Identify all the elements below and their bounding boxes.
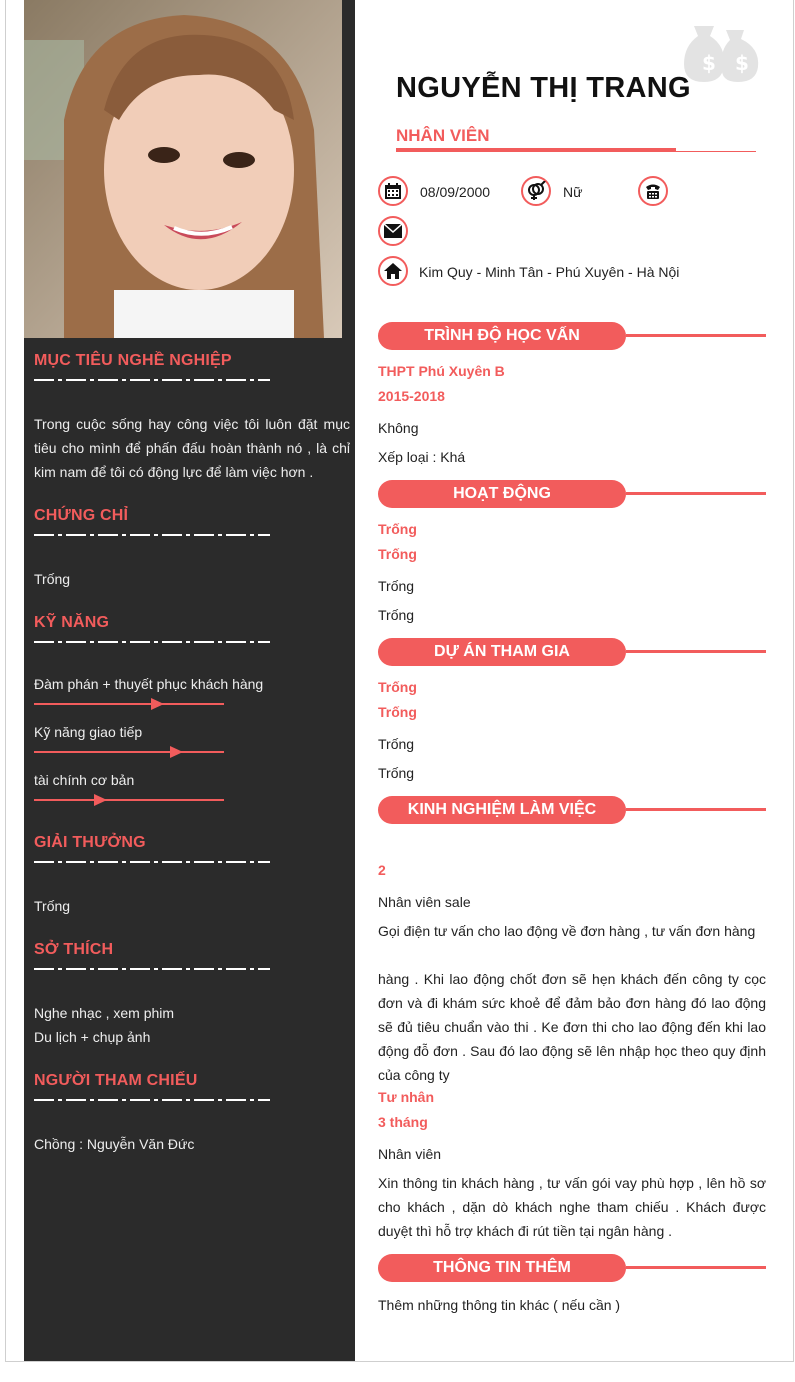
position-rule-thin <box>676 151 756 152</box>
activities-period: Trống <box>378 546 417 562</box>
skills-section <box>34 614 350 806</box>
hobbies-line: Nghe nhạc , xem phim <box>34 1005 175 1021</box>
extra-rule <box>626 1266 766 1269</box>
references-text: Chồng : Nguyễn Văn Đức <box>34 1136 195 1152</box>
extra-title: THÔNG TIN THÊM <box>378 1254 626 1282</box>
references-rule <box>34 1097 270 1103</box>
hobbies-rule <box>34 966 270 972</box>
certificates-title: CHỨNG CHỈ <box>34 507 129 524</box>
email-icon <box>378 216 408 246</box>
objective-section <box>34 352 350 484</box>
gender-text: Nữ <box>563 184 583 200</box>
address-text: Kim Quy - Minh Tân - Phú Xuyên - Hà Nội <box>419 264 680 280</box>
skills-title: KỸ NĂNG <box>34 614 110 631</box>
activities-title: HOẠT ĐỘNG <box>378 480 626 508</box>
svg-text:$: $ <box>702 51 716 75</box>
phone-icon <box>638 176 668 206</box>
objective-text: Trong cuộc sống hay công việc tôi luôn đặt mục tiêu cho mình để phấn đấu hoàn thành nó , là chỉ kim nam để tôi có động lực để làm việc hơn . <box>34 416 350 480</box>
certificates-section <box>34 507 350 591</box>
skill-bar <box>34 746 224 758</box>
references-section <box>34 1072 350 1156</box>
birthday-text: 08/09/2000 <box>420 184 491 200</box>
extra-text: Thêm những thông tin khác ( nếu cần ) <box>378 1297 621 1313</box>
projects-title: DỰ ÁN THAM GIA <box>378 638 626 666</box>
education-period: 2015-2018 <box>378 388 445 404</box>
home-icon <box>378 256 408 286</box>
job-description-continued: hàng . Khi lao động chốt đơn sẽ hẹn khách đến công ty cọc đơn và đi khám sức khoẻ để đảm bảo đơn hàng đó lao động sẽ đủ tiêu chuẩn vào thi . Ke đơn thi cho lao động đến khi lao động đỗ đơn . Sau đó lao động sẽ lên nhập học theo quy định của công ty <box>378 971 766 1083</box>
activities-desc: Trống <box>378 607 415 623</box>
hobbies-title: SỞ THÍCH <box>34 941 114 958</box>
skill-item <box>34 724 350 758</box>
awards-section <box>34 834 350 918</box>
skill-item <box>34 676 350 710</box>
job-role: Nhân viên sale <box>378 894 471 910</box>
hobbies-section <box>34 941 350 1049</box>
job-description: Xin thông tin khách hàng , tư vấn gói vay phù hợp , lên hồ sơ cho khách , dặn dò khách nghe tham chiếu . Khách được duyệt thì hỗ trợ khách đi rút tiền tại ngân hàng . <box>378 1175 766 1239</box>
gender-icon <box>521 176 551 206</box>
skill-label: Đàm phán + thuyết phục khách hàng <box>34 676 264 692</box>
certificates-text: Trống <box>34 571 71 587</box>
education-grade: Xếp loại : Khá <box>378 449 466 465</box>
job-description: Gọi điện tư vấn cho lao động về đơn hàng , tư vấn đơn hàng <box>378 923 756 939</box>
activities-role: Trống <box>378 578 415 594</box>
skill-bar <box>34 698 224 710</box>
projects-role: Trống <box>378 736 415 752</box>
objective-title: MỤC TIÊU NGHỀ NGHIỆP <box>34 352 232 369</box>
education-title: TRÌNH ĐỘ HỌC VẤN <box>378 322 626 350</box>
job-period: 3 tháng <box>378 1114 428 1130</box>
education-school: THPT Phú Xuyên B <box>378 363 505 379</box>
calendar-icon <box>378 176 408 206</box>
activities-org: Trống <box>378 521 417 537</box>
skill-label: Kỹ năng giao tiếp <box>34 724 143 740</box>
awards-title: GIẢI THƯỞNG <box>34 834 146 851</box>
experience-rule <box>626 808 766 811</box>
skill-item <box>34 772 350 806</box>
candidate-position: NHÂN VIÊN <box>396 126 490 145</box>
objective-rule <box>34 377 270 383</box>
skill-label: tài chính cơ bản <box>34 772 135 788</box>
job-role: Nhân viên <box>378 1146 442 1162</box>
job-period: 2 <box>378 862 386 878</box>
projects-desc: Trống <box>378 765 415 781</box>
position-rule <box>396 148 676 152</box>
education-rule <box>626 334 766 337</box>
hobbies-line: Du lịch + chụp ảnh <box>34 1029 151 1045</box>
job-company: Tư nhân <box>378 1089 435 1105</box>
svg-text:$: $ <box>735 51 749 75</box>
experience-title: KINH NGHIỆM LÀM VIỆC <box>378 796 626 824</box>
awards-text: Trống <box>34 898 71 914</box>
references-title: NGƯỜI THAM CHIẾU <box>34 1072 198 1089</box>
certificates-rule <box>34 532 270 538</box>
projects-period: Trống <box>378 704 417 720</box>
projects-name: Trống <box>378 679 417 695</box>
education-major: Không <box>378 420 419 436</box>
money-bag-icon <box>680 20 768 86</box>
profile-photo <box>24 0 342 338</box>
skill-bar <box>34 794 224 806</box>
projects-rule <box>626 650 766 653</box>
awards-rule <box>34 859 270 865</box>
candidate-name: NGUYỄN THỊ TRANG <box>396 72 691 104</box>
activities-rule <box>626 492 766 495</box>
skills-rule <box>34 639 270 645</box>
